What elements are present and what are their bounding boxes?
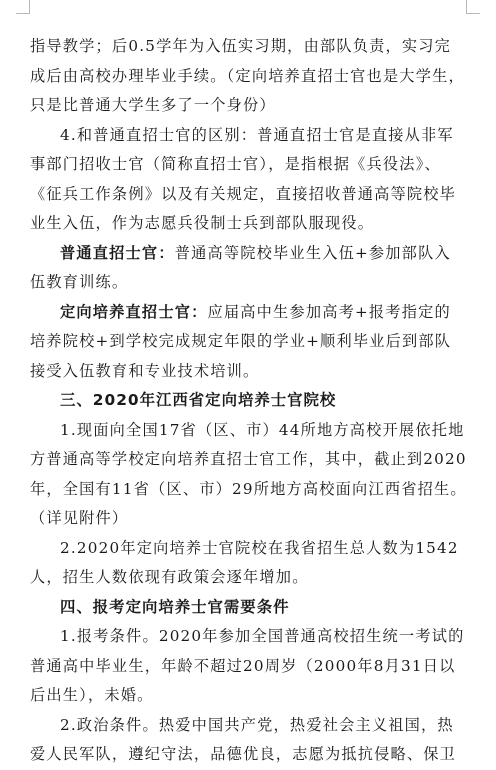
text-line	[30, 239, 474, 269]
text-line: 《征兵工作条例》以及有关规定，直接招收普通高等院校毕	[30, 184, 457, 203]
text-line: 爱人民军队，遵纪守法，品德优良，志愿为抵抗侵略、保卫	[30, 745, 457, 763]
text-line: 4.和普通直招士官的区别：普通直招士官是直接从非军	[60, 125, 454, 144]
term-definition: 应届高中生参加高考+报考指定的	[207, 302, 451, 321]
text-line: 成后由高校办理毕业手续。（定向培养直招士官也是大学生，	[30, 66, 465, 85]
paragraph-training-phases	[30, 32, 474, 121]
paragraph-eligibility	[30, 622, 474, 711]
text-line: 只是比普通大学生多了一个身份）	[30, 96, 276, 114]
paragraph-difference	[30, 121, 474, 239]
text-line: 普通高中毕业生，年龄不超过20周岁（2000年8月31日以	[30, 656, 456, 675]
document-body	[30, 32, 474, 770]
section-heading-3	[30, 386, 474, 416]
margin-mark-left-h	[16, 13, 30, 14]
text-line: 1.报考条件。2020年参加全国普通高校招生统一考试的	[60, 627, 465, 645]
text-line: 后出生），未婚。	[30, 686, 154, 704]
paragraph-targeted-direct	[30, 298, 474, 387]
margin-mark-left	[29, 0, 30, 14]
heading-text: 三、2020年江西省定向培养士官院校	[60, 391, 337, 409]
margin-mark-right	[466, 0, 467, 14]
paragraph-enrollment	[30, 534, 474, 593]
text-line: 指导教学；后0.5学年为入伍实习期，由部队负责，实习完	[30, 37, 452, 55]
text-line: 接受入伍教育和专业技术培训。	[30, 361, 260, 380]
text-line: （详见附件）	[30, 509, 129, 527]
text-line: 2.政治条件。热爱中国共产党，热爱社会主义祖国，热	[60, 715, 454, 734]
text-line: 年，全国有11省（区、市）29所地方高校面向江西省招生。	[30, 479, 467, 498]
paragraph-schools	[30, 416, 474, 534]
text-line: 事部门招收士官（简称直招士官），是指根据《兵役法》、	[30, 155, 441, 173]
section-heading-4	[30, 593, 474, 623]
bold-term: 普通直招士官：	[60, 243, 175, 262]
text-line: 1.现面向全国17省（区、市）44所地方高校开展依托地	[60, 420, 465, 439]
paragraph-ordinary-direct	[30, 239, 474, 298]
term-definition: 普通高等院校毕业生入伍+参加部队入	[174, 243, 451, 262]
margin-mark-right-h	[466, 13, 480, 14]
text-line: 伍教育训练。	[30, 273, 129, 291]
text-line: 方普通高等学校定向培养直招士官工作，其中，截止到2020	[30, 450, 467, 468]
text-line: 培养院校+到学校完成规定年限的学业+顺利毕业后到部队	[30, 332, 452, 350]
text-line: 2.2020年定向培养士官院校在我省招生总人数为1542	[60, 538, 459, 557]
heading-text: 四、报考定向培养士官需要条件	[60, 597, 290, 616]
text-line: 业生入伍，作为志愿兵役制士兵到部队服现役。	[30, 214, 375, 232]
text-line: 人，招生人数依现有政策会逐年增加。	[30, 568, 309, 586]
bold-term: 定向培养直招士官：	[60, 302, 208, 321]
text-line	[30, 298, 474, 328]
paragraph-political	[30, 711, 474, 770]
